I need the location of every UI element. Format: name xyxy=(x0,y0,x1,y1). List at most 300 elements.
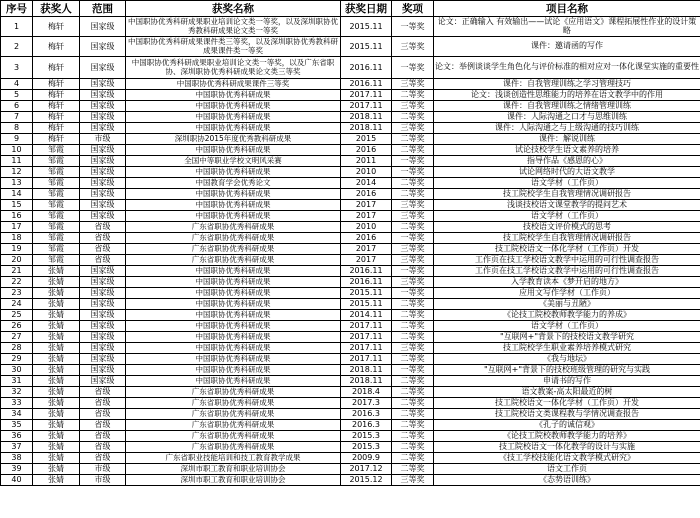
cell-award: 深圳职协2015年度优秀教科研成果 xyxy=(126,134,341,145)
table-row xyxy=(1,134,700,145)
cell-no: 36 xyxy=(1,431,33,442)
cell-scope: 国家级 xyxy=(80,365,126,376)
cell-person: 张婧 xyxy=(33,354,80,365)
table-row xyxy=(1,37,700,57)
cell-person: 邹霞 xyxy=(33,178,80,189)
cell-no: 13 xyxy=(1,178,33,189)
cell-project: 论文：正确输入 有效输出——试论《应用语文》课程拓展性作业的设计策略 xyxy=(434,17,700,37)
cell-grade: 三等奖 xyxy=(392,211,434,222)
cell-award: 广东省职协优秀科研成果 xyxy=(126,420,341,431)
cell-scope: 省级 xyxy=(80,255,126,266)
cell-date: 2015.11 xyxy=(341,299,392,310)
cell-date: 2016.11 xyxy=(341,266,392,277)
table-row xyxy=(1,409,700,420)
cell-grade: 三等奖 xyxy=(392,255,434,266)
table-row xyxy=(1,189,700,200)
cell-project: 论文：浅谈创造性思维能力的培养在语文教学中的作用 xyxy=(434,90,700,101)
table-row xyxy=(1,57,700,79)
cell-scope: 国家级 xyxy=(80,37,126,57)
cell-project: 技工院校语文一体化学材（工作页）开发 xyxy=(434,244,700,255)
table-row xyxy=(1,266,700,277)
cell-award: 中国职协优秀科研成果 xyxy=(126,365,341,376)
cell-no: 17 xyxy=(1,222,33,233)
cell-person: 张婧 xyxy=(33,310,80,321)
cell-project: 应用文写作学材（工作页） xyxy=(434,288,700,299)
cell-grade: 二等奖 xyxy=(392,112,434,123)
cell-grade: 三等奖 xyxy=(392,475,434,486)
cell-no: 1 xyxy=(1,17,33,37)
cell-date: 2017.11 xyxy=(341,101,392,112)
cell-grade: 二等奖 xyxy=(392,398,434,409)
cell-scope: 国家级 xyxy=(80,266,126,277)
cell-award: 广东省职协优秀科研成果 xyxy=(126,442,341,453)
cell-scope: 省级 xyxy=(80,387,126,398)
cell-person: 梅轩 xyxy=(33,134,80,145)
table-row xyxy=(1,332,700,343)
cell-project: 工作页在技工学校语文教学中运用的可行性调查报告 xyxy=(434,255,700,266)
cell-grade: 二等奖 xyxy=(392,90,434,101)
cell-no: 31 xyxy=(1,376,33,387)
header-row xyxy=(1,1,700,17)
cell-grade: 三等奖 xyxy=(392,123,434,134)
cell-date: 2017 xyxy=(341,200,392,211)
table-row xyxy=(1,321,700,332)
cell-date: 2016.11 xyxy=(341,79,392,90)
cell-project: 技工院校语文一体化教学的设计与实施 xyxy=(434,442,700,453)
cell-person: 张婧 xyxy=(33,332,80,343)
cell-no: 32 xyxy=(1,387,33,398)
cell-person: 张婧 xyxy=(33,343,80,354)
cell-project: 课件：人际沟通之口才与思维训练 xyxy=(434,112,700,123)
cell-award: 中国职协优秀科研成果 xyxy=(126,332,341,343)
cell-date: 2018.11 xyxy=(341,123,392,134)
cell-date: 2017.3 xyxy=(341,398,392,409)
table-row xyxy=(1,354,700,365)
table-row xyxy=(1,475,700,486)
cell-scope: 国家级 xyxy=(80,123,126,134)
cell-person: 张婧 xyxy=(33,288,80,299)
cell-person: 张婧 xyxy=(33,321,80,332)
header-date: 获奖日期 xyxy=(341,1,392,17)
cell-award: 全国中等职业学校文明风采赛 xyxy=(126,156,341,167)
cell-person: 张婧 xyxy=(33,277,80,288)
cell-scope: 国家级 xyxy=(80,288,126,299)
cell-grade: 二等奖 xyxy=(392,464,434,475)
cell-project: 语文教案-高太阳最近的树 xyxy=(434,387,700,398)
cell-project: "互联网+"背景下的技校班级管理的研究与实践 xyxy=(434,365,700,376)
cell-award: 中国职协优秀科研成果 xyxy=(126,277,341,288)
cell-date: 2016.11 xyxy=(341,57,392,79)
cell-person: 邹霞 xyxy=(33,255,80,266)
cell-scope: 省级 xyxy=(80,244,126,255)
cell-award: 广东省职协优秀科研成果 xyxy=(126,233,341,244)
cell-scope: 国家级 xyxy=(80,310,126,321)
cell-no: 28 xyxy=(1,343,33,354)
cell-no: 5 xyxy=(1,90,33,101)
cell-scope: 国家级 xyxy=(80,354,126,365)
cell-no: 8 xyxy=(1,123,33,134)
cell-date: 2017.12 xyxy=(341,464,392,475)
cell-award: 中国职协优秀科研成果课件类三等奖，以及深圳职协优秀教科研成果课件类一等奖 xyxy=(126,37,341,57)
header-award: 获奖名称 xyxy=(126,1,341,17)
table-row xyxy=(1,233,700,244)
cell-no: 25 xyxy=(1,310,33,321)
cell-no: 39 xyxy=(1,464,33,475)
cell-grade: 二等奖 xyxy=(392,431,434,442)
cell-date: 2017 xyxy=(341,255,392,266)
cell-award: 中国职协优秀科研成果职业培训论文类一等奖，以及广东省职协、深圳职协优秀科研成果论文类三等奖 xyxy=(126,57,341,79)
cell-person: 张婧 xyxy=(33,266,80,277)
cell-grade: 三等奖 xyxy=(392,277,434,288)
cell-person: 张婧 xyxy=(33,431,80,442)
cell-no: 40 xyxy=(1,475,33,486)
cell-project: "互联网+"背景下的技校语文教学研究 xyxy=(434,332,700,343)
cell-grade: 一等奖 xyxy=(392,266,434,277)
cell-date: 2011 xyxy=(341,156,392,167)
cell-scope: 国家级 xyxy=(80,200,126,211)
cell-award: 深圳市职工教育和职业培训协会 xyxy=(126,475,341,486)
cell-person: 张婧 xyxy=(33,409,80,420)
cell-grade: 二等奖 xyxy=(392,321,434,332)
cell-project: 入学教育读本《梦开启的地方》 xyxy=(434,277,700,288)
cell-scope: 省级 xyxy=(80,409,126,420)
cell-no: 22 xyxy=(1,277,33,288)
cell-date: 2017.11 xyxy=(341,90,392,101)
cell-grade: 三等奖 xyxy=(392,244,434,255)
table-row xyxy=(1,211,700,222)
cell-award: 中国职协优秀科研成果 xyxy=(126,211,341,222)
cell-date: 2015.12 xyxy=(341,475,392,486)
table-row xyxy=(1,431,700,442)
cell-grade: 三等奖 xyxy=(392,200,434,211)
table-row xyxy=(1,167,700,178)
cell-grade: 一等奖 xyxy=(392,167,434,178)
cell-project: 论文：举例谈谈学生角色化与评价标准的相对应对一体化课堂实施的重要性 xyxy=(434,57,700,79)
cell-scope: 市级 xyxy=(80,134,126,145)
cell-person: 张婧 xyxy=(33,299,80,310)
cell-award: 广东省职协优秀科研成果 xyxy=(126,387,341,398)
cell-grade: 三等奖 xyxy=(392,79,434,90)
cell-no: 20 xyxy=(1,255,33,266)
cell-person: 张婧 xyxy=(33,464,80,475)
table-row xyxy=(1,420,700,431)
cell-no: 29 xyxy=(1,354,33,365)
table-row xyxy=(1,255,700,266)
cell-no: 12 xyxy=(1,167,33,178)
cell-project: 申请书的写作 xyxy=(434,376,700,387)
cell-person: 张婧 xyxy=(33,376,80,387)
cell-award: 中国职协优秀科研成果 xyxy=(126,167,341,178)
cell-award: 广东省职协优秀科研成果 xyxy=(126,398,341,409)
cell-person: 张婧 xyxy=(33,442,80,453)
cell-project: 课件：自我管理训练之学习管理技巧 xyxy=(434,79,700,90)
cell-project: 技工院校语文类课程教与学情况调查报告 xyxy=(434,409,700,420)
table-row xyxy=(1,299,700,310)
cell-no: 15 xyxy=(1,200,33,211)
cell-award: 中国职协优秀科研成果 xyxy=(126,288,341,299)
cell-no: 16 xyxy=(1,211,33,222)
cell-person: 张婧 xyxy=(33,475,80,486)
cell-person: 梅轩 xyxy=(33,79,80,90)
cell-project: 《美丽与丑陋》 xyxy=(434,299,700,310)
cell-project: 《技工学校技能化语文教学模式研究》 xyxy=(434,453,700,464)
cell-date: 2016.3 xyxy=(341,420,392,431)
cell-no: 3 xyxy=(1,57,33,79)
cell-project: 《孔子的诚信观》 xyxy=(434,420,700,431)
cell-scope: 国家级 xyxy=(80,167,126,178)
cell-award: 中国职协优秀科研成果 xyxy=(126,299,341,310)
cell-no: 2 xyxy=(1,37,33,57)
cell-project: 试论技校学生语文素养的培养 xyxy=(434,145,700,156)
cell-grade: 一等奖 xyxy=(392,233,434,244)
cell-no: 21 xyxy=(1,266,33,277)
cell-scope: 国家级 xyxy=(80,156,126,167)
cell-award: 广东省职协优秀科研成果 xyxy=(126,409,341,420)
cell-person: 邹霞 xyxy=(33,189,80,200)
table-row xyxy=(1,365,700,376)
table-row xyxy=(1,178,700,189)
cell-grade: 一等奖 xyxy=(392,365,434,376)
header-no: 序号 xyxy=(1,1,33,17)
cell-award: 中国职协优秀科研成果 xyxy=(126,354,341,365)
cell-date: 2010 xyxy=(341,167,392,178)
cell-grade: 二等奖 xyxy=(392,189,434,200)
cell-project: 《态势语训练》 xyxy=(434,475,700,486)
cell-date: 2016 xyxy=(341,233,392,244)
cell-award: 中国职协优秀科研成果 xyxy=(126,145,341,156)
table-body xyxy=(1,17,700,486)
cell-project: 技校语文评价模式的思考 xyxy=(434,222,700,233)
cell-no: 9 xyxy=(1,134,33,145)
table-row xyxy=(1,145,700,156)
cell-award: 中国职协优秀科研成果 xyxy=(126,90,341,101)
cell-scope: 国家级 xyxy=(80,299,126,310)
cell-date: 2010 xyxy=(341,222,392,233)
cell-award: 中国职协优秀科研成果 xyxy=(126,310,341,321)
header-grade: 奖项 xyxy=(392,1,434,17)
table-row xyxy=(1,222,700,233)
cell-scope: 国家级 xyxy=(80,343,126,354)
cell-project: 试论网络时代的大语文教学 xyxy=(434,167,700,178)
cell-scope: 国家级 xyxy=(80,79,126,90)
cell-no: 27 xyxy=(1,332,33,343)
cell-grade: 二等奖 xyxy=(392,222,434,233)
cell-project: 技工院校学生自我管理情况调研报告 xyxy=(434,189,700,200)
cell-no: 10 xyxy=(1,145,33,156)
cell-scope: 省级 xyxy=(80,233,126,244)
cell-scope: 国家级 xyxy=(80,376,126,387)
cell-scope: 国家级 xyxy=(80,90,126,101)
cell-grade: 二等奖 xyxy=(392,310,434,321)
cell-grade: 三等奖 xyxy=(392,343,434,354)
cell-date: 2014.11 xyxy=(341,310,392,321)
cell-person: 邹霞 xyxy=(33,222,80,233)
cell-project: 指导作品《感恩的心》 xyxy=(434,156,700,167)
cell-scope: 省级 xyxy=(80,222,126,233)
cell-grade: 二等奖 xyxy=(392,376,434,387)
table-row xyxy=(1,442,700,453)
cell-award: 广东省职协优秀科研成果 xyxy=(126,222,341,233)
cell-project: 技工院校学生自我管理情况调研报告 xyxy=(434,233,700,244)
cell-no: 26 xyxy=(1,321,33,332)
cell-no: 23 xyxy=(1,288,33,299)
cell-date: 2016.11 xyxy=(341,277,392,288)
cell-project: 《我与地坛》 xyxy=(434,354,700,365)
cell-grade: 一等奖 xyxy=(392,288,434,299)
cell-project: 语文学材（工作页） xyxy=(434,178,700,189)
table-row xyxy=(1,156,700,167)
cell-date: 2016.3 xyxy=(341,409,392,420)
cell-person: 梅轩 xyxy=(33,37,80,57)
cell-scope: 省级 xyxy=(80,442,126,453)
cell-grade: 二等奖 xyxy=(392,332,434,343)
cell-no: 4 xyxy=(1,79,33,90)
cell-no: 37 xyxy=(1,442,33,453)
table-row xyxy=(1,464,700,475)
cell-scope: 国家级 xyxy=(80,17,126,37)
cell-project: 课件：解说训练 xyxy=(434,134,700,145)
cell-scope: 国家级 xyxy=(80,211,126,222)
cell-person: 邹霞 xyxy=(33,156,80,167)
cell-grade: 二等奖 xyxy=(392,453,434,464)
cell-project: 语文学材（工作页） xyxy=(434,321,700,332)
cell-award: 中国职协优秀科研成果 xyxy=(126,266,341,277)
header-project: 项目名称 xyxy=(434,1,700,17)
cell-date: 2018.4 xyxy=(341,387,392,398)
cell-award: 中国职协优秀科研成果 xyxy=(126,112,341,123)
table-row xyxy=(1,288,700,299)
cell-award: 中国职协优秀科研成果课件三等奖 xyxy=(126,79,341,90)
cell-grade: 一等奖 xyxy=(392,57,434,79)
cell-date: 2015 xyxy=(341,134,392,145)
cell-scope: 国家级 xyxy=(80,112,126,123)
cell-scope: 市级 xyxy=(80,475,126,486)
cell-date: 2017 xyxy=(341,244,392,255)
cell-grade: 二等奖 xyxy=(392,145,434,156)
table-row xyxy=(1,387,700,398)
cell-person: 邹霞 xyxy=(33,145,80,156)
cell-no: 19 xyxy=(1,244,33,255)
cell-project: 课件：邀请函的写作 xyxy=(434,37,700,57)
cell-scope: 市级 xyxy=(80,464,126,475)
table-row xyxy=(1,453,700,464)
cell-date: 2015.11 xyxy=(341,17,392,37)
cell-award: 广东省职业技能培训和技工教育教学成果 xyxy=(126,453,341,464)
cell-date: 2014 xyxy=(341,178,392,189)
cell-award: 中国职协优秀科研成果 xyxy=(126,189,341,200)
cell-scope: 省级 xyxy=(80,431,126,442)
cell-project: 技工院校语文一体化学材（工作页）开发 xyxy=(434,398,700,409)
cell-grade: 二等奖 xyxy=(392,387,434,398)
cell-award: 中国教育学会优秀论文 xyxy=(126,178,341,189)
cell-person: 梅轩 xyxy=(33,112,80,123)
cell-scope: 省级 xyxy=(80,420,126,431)
cell-project: 工作页在技工学校语文教学中运用的可行性调查报告 xyxy=(434,266,700,277)
cell-person: 邹霞 xyxy=(33,167,80,178)
cell-date: 2015.3 xyxy=(341,431,392,442)
cell-award: 广东省职协优秀科研成果 xyxy=(126,244,341,255)
cell-person: 邹霞 xyxy=(33,211,80,222)
cell-person: 张婧 xyxy=(33,365,80,376)
cell-scope: 国家级 xyxy=(80,332,126,343)
cell-no: 6 xyxy=(1,101,33,112)
cell-scope: 国家级 xyxy=(80,145,126,156)
cell-scope: 省级 xyxy=(80,453,126,464)
cell-person: 梅轩 xyxy=(33,90,80,101)
cell-no: 30 xyxy=(1,365,33,376)
cell-no: 14 xyxy=(1,189,33,200)
cell-person: 张婧 xyxy=(33,398,80,409)
table-row xyxy=(1,277,700,288)
cell-date: 2017.11 xyxy=(341,343,392,354)
cell-award: 中国职协优秀科研成果 xyxy=(126,200,341,211)
cell-grade: 二等奖 xyxy=(392,409,434,420)
table-row xyxy=(1,398,700,409)
cell-person: 张婧 xyxy=(33,453,80,464)
cell-person: 张婧 xyxy=(33,387,80,398)
cell-no: 7 xyxy=(1,112,33,123)
cell-date: 2018.11 xyxy=(341,376,392,387)
cell-date: 2018.11 xyxy=(341,112,392,123)
cell-person: 邹霞 xyxy=(33,200,80,211)
cell-grade: 三等奖 xyxy=(392,101,434,112)
table-row xyxy=(1,376,700,387)
cell-person: 邹霞 xyxy=(33,244,80,255)
cell-date: 2015.11 xyxy=(341,288,392,299)
cell-date: 2017.11 xyxy=(341,354,392,365)
cell-grade: 一等奖 xyxy=(392,156,434,167)
cell-no: 24 xyxy=(1,299,33,310)
cell-person: 梅轩 xyxy=(33,17,80,37)
cell-scope: 省级 xyxy=(80,398,126,409)
cell-award: 中国职协优秀科研成果 xyxy=(126,321,341,332)
table-row xyxy=(1,79,700,90)
cell-project: 《论技工院校教师教学能力的养成》 xyxy=(434,310,700,321)
cell-project: 语文学材（工作页） xyxy=(434,211,700,222)
cell-no: 11 xyxy=(1,156,33,167)
cell-grade: 二等奖 xyxy=(392,354,434,365)
table-row xyxy=(1,112,700,123)
cell-date: 2017 xyxy=(341,211,392,222)
table-row xyxy=(1,310,700,321)
cell-date: 2015.11 xyxy=(341,37,392,57)
cell-award: 广东省职协优秀科研成果 xyxy=(126,255,341,266)
cell-award: 中国职协优秀科研成果 xyxy=(126,343,341,354)
cell-award: 中国职协优秀科研成果 xyxy=(126,123,341,134)
cell-grade: 二等奖 xyxy=(392,442,434,453)
table-row xyxy=(1,17,700,37)
cell-grade: 二等奖 xyxy=(392,420,434,431)
cell-no: 38 xyxy=(1,453,33,464)
header-person: 获奖人 xyxy=(33,1,80,17)
cell-scope: 国家级 xyxy=(80,101,126,112)
cell-no: 33 xyxy=(1,398,33,409)
cell-scope: 国家级 xyxy=(80,57,126,79)
cell-person: 梅轩 xyxy=(33,57,80,79)
table-row xyxy=(1,244,700,255)
cell-date: 2016 xyxy=(341,189,392,200)
cell-project: 课件：人际沟通之与上级沟通的技巧训练 xyxy=(434,123,700,134)
cell-no: 34 xyxy=(1,409,33,420)
cell-scope: 国家级 xyxy=(80,277,126,288)
table-row xyxy=(1,200,700,211)
cell-date: 2009.9 xyxy=(341,453,392,464)
cell-grade: 一等奖 xyxy=(392,17,434,37)
cell-grade: 二等奖 xyxy=(392,134,434,145)
cell-award: 中国职协优秀科研成果职业培训论文类一等奖，以及深圳职协优秀教科研成果论文类一等奖 xyxy=(126,17,341,37)
cell-scope: 国家级 xyxy=(80,321,126,332)
table-row xyxy=(1,90,700,101)
